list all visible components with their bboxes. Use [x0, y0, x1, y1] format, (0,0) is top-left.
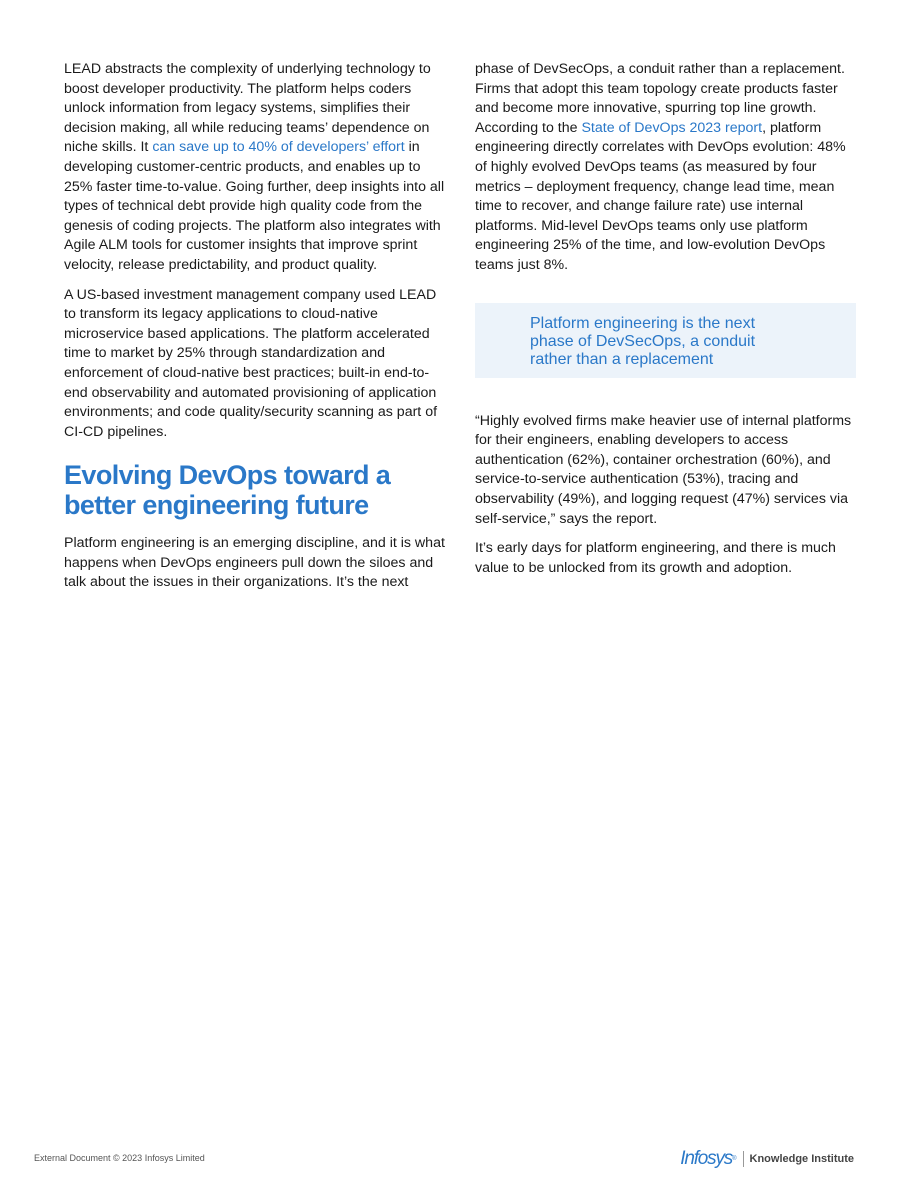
right-column: [475, 60, 857, 588]
paragraph-case-study: A US-based investment management company used LEAD to transform its legacy applications to cloud-native microservice based applications. The platform accelerated time to market by 25% through standardization and enforcement of cloud-native best practices; built-in end-to-end observability and automated provisioning of application environments; and code quality/security scanning as part of CI-CD pipelines.: [64, 286, 438, 440]
pull-quote: Platform engineering is the next phase of DevSecOps, a conduit rather than a replacement: [530, 314, 756, 368]
logo-subtitle: Knowledge Institute: [749, 1153, 854, 1165]
logo-wordmark: Infosys: [680, 1148, 733, 1169]
infosys-knowledge-institute-logo: [680, 1148, 854, 1170]
section-heading: Evolving DevOps toward a better engineering future: [64, 460, 391, 521]
paragraph-conclusion: It’s early days for platform engineering, and there is much value to be unlocked from its growth and adoption.: [475, 540, 836, 576]
state-of-devops-link[interactable]: State of DevOps 2023 report: [581, 119, 763, 136]
text: phase of DevSecOps, a conduit rather than a replacement. Firms that adopt this team topology create products faster and become more innovative, spurring top line growth. According to the: [475, 61, 845, 136]
paragraph-lead-intro: [64, 60, 446, 276]
paragraph-report-quote: “Highly evolved firms make heavier use of internal platforms for their engineers, enabling developers to access authentication (62%), container orchestration (60%), and service-to-service authentication (53%), tracing and observability (49%), and logging request (47%) services via self-service,” says the report.: [475, 412, 852, 527]
text: in developing customer-centric products, and enables up to 25% faster time-to-value. Going further, deep insights into all types of technical debt provide high quality code from the genesis of coding projects. The platform also integrates with Agile ALM tools for customer insights that improve sprint velocity, release predictability, and product quality.: [64, 139, 445, 273]
text: LEAD abstracts the complexity of underlying technology to boost developer productivity. The platform helps coders unlock information from legacy systems, simplifies their decision making, all while reducing teams’ dependence on niche skills. It: [64, 61, 431, 156]
logo-registered-mark: ®: [732, 1156, 737, 1162]
developer-effort-link[interactable]: can save up to 40% of developers’ effort: [152, 139, 405, 156]
pull-quote-box: [475, 303, 856, 378]
left-column: [64, 60, 446, 603]
text: , platform engineering directly correlates with DevOps evolution: 48% of highly evolved DevOps teams (as measured by four metrics – deployment frequency, change lead time, mean time to recover, and change failure rate) use internal platforms. Mid-level DevOps teams only use platform engineering 25% of the time, and low-evolution DevOps teams just 8%.: [475, 119, 846, 273]
footer-copyright: External Document © 2023 Infosys Limited: [34, 1153, 205, 1163]
paragraph-devsecops: [475, 60, 857, 276]
paragraph-platform-engineering: Platform engineering is an emerging discipline, and it is what happens when DevOps engineers pull down the siloes and talk about the issues in their organizations. It’s the next: [64, 535, 445, 591]
logo-divider: [743, 1151, 744, 1167]
